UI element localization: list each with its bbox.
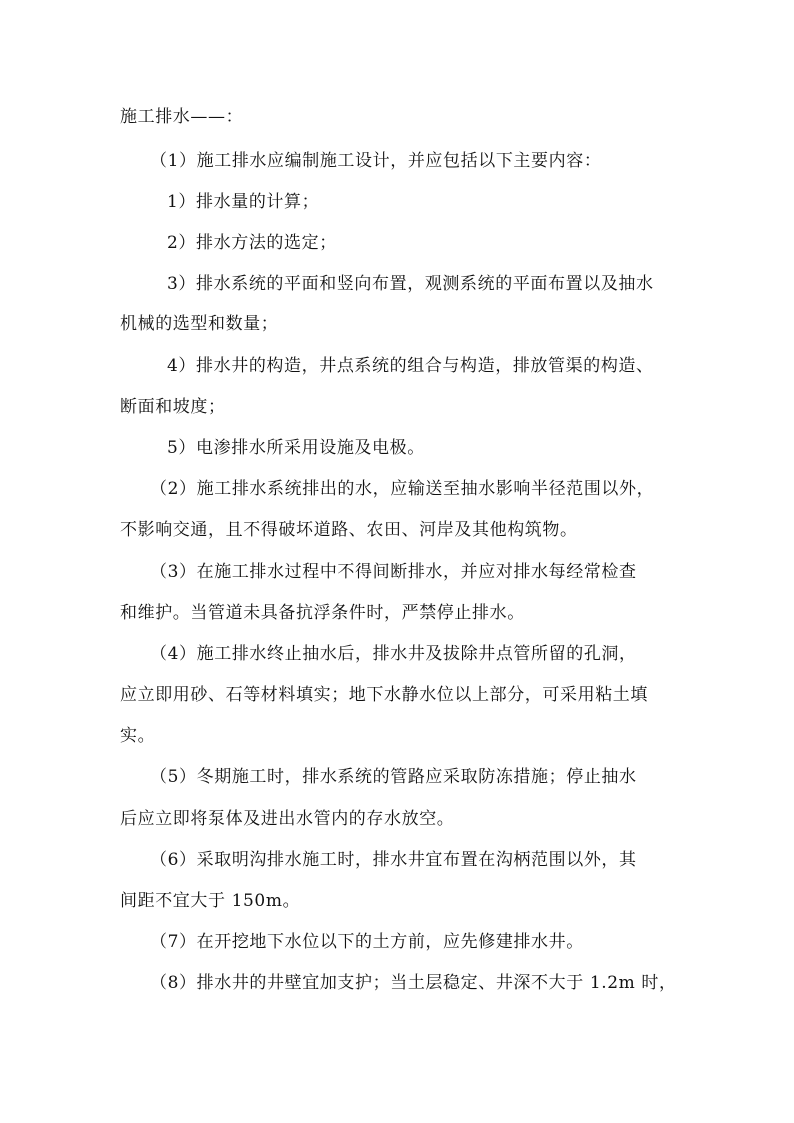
list-item-2: 2）排水方法的选定； <box>167 233 337 253</box>
paragraph-2-line-2: 不影响交通，且不得破坏道路、农田、河岸及其他构筑物。 <box>120 520 578 540</box>
paragraph-5-line-2: 后应立即将泵体及进出水管内的存水放空。 <box>120 809 455 829</box>
list-item-1: 1）排水量的计算； <box>167 192 320 212</box>
paragraph-5-line-1: （5）冬期施工时，排水系统的管路应采取防冻措施；停止抽水 <box>150 767 637 787</box>
paragraph-4-line-2: 应立即用砂、石等材料填实；地下水静水位以上部分，可采用粘土填 <box>120 685 648 705</box>
paragraph-4-line-3: 实。 <box>120 726 156 746</box>
paragraph-3-line-1: （3）在施工排水过程中不得间断排水，并应对排水每经常检查 <box>150 562 637 582</box>
list-item-3-line-1: 3）排水系统的平面和竖向布置，观测系统的平面布置以及抽水 <box>167 274 654 294</box>
paragraph-8-line-1: （8）排水井的井壁宜加支护；当土层稳定、井深不大于 1.2m 时， <box>150 973 677 993</box>
section-heading: 施工排水——： <box>120 107 244 127</box>
list-item-4-line-2: 断面和坡度； <box>120 397 226 417</box>
paragraph-2-line-1: （2）施工排水系统排出的水，应输送至抽水影响半径范围以外， <box>150 479 655 499</box>
list-item-3-line-2: 机械的选型和数量； <box>120 314 279 334</box>
paragraph-4-line-1: （4）施工排水终止抽水后，排水井及拔除井点管所留的孔洞， <box>150 644 637 664</box>
paragraph-6-line-1: （6）采取明沟排水施工时，排水井宜布置在沟柄范围以外，其 <box>150 850 637 870</box>
paragraph-1-line-1: （1）施工排水应编制施工设计，并应包括以下主要内容： <box>150 151 602 171</box>
list-item-4-line-1: 4）排水井的构造，井点系统的组合与构造，排放管渠的构造、 <box>167 356 654 376</box>
paragraph-6-line-2: 间距不宜大于 150m。 <box>120 891 301 911</box>
list-item-5: 5）电渗排水所采用设施及电极。 <box>167 438 425 458</box>
paragraph-7: （7）在开挖地下水位以下的土方前，应先修建排水井。 <box>150 932 584 952</box>
paragraph-3-line-2: 和维护。当管道未具备抗浮条件时，严禁停止排水。 <box>120 603 525 623</box>
